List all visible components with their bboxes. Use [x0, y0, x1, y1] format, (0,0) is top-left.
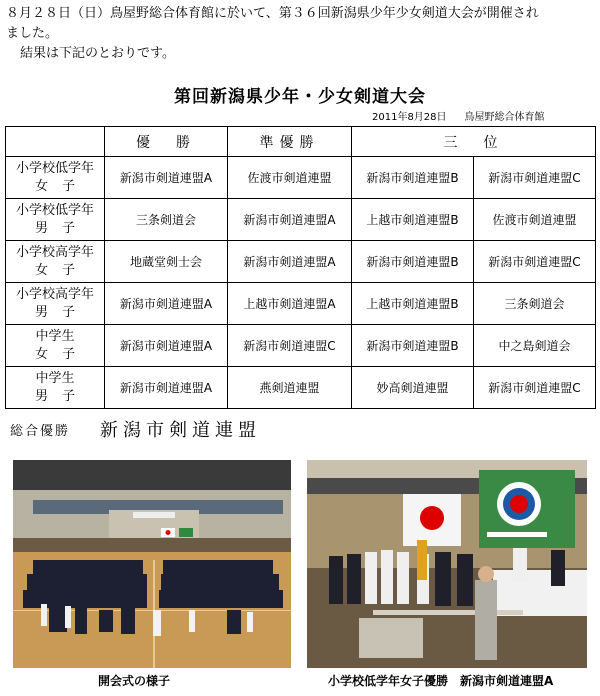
- date-venue-line: [372, 108, 545, 123]
- third-cell: 新潟市剣道連盟C: [474, 367, 596, 409]
- runner-up-cell: 燕剣道連盟: [228, 367, 352, 409]
- runner-up-cell: 新潟市剣道連盟C: [228, 325, 352, 367]
- third-cell: 中之島剣道会: [474, 325, 596, 367]
- intro-line-1: ８月２８日（日）鳥屋野総合体育館に於いて、第３６回新潟県少年少女剣道大会が開催され: [6, 6, 539, 21]
- intro-text: [6, 4, 596, 64]
- header-empty-cell: [6, 127, 105, 157]
- header-third: 三 位: [352, 127, 596, 157]
- third-cell: 妙高剣道連盟: [352, 367, 474, 409]
- table-row: [6, 241, 596, 283]
- winner-cell: 新潟市剣道連盟A: [105, 283, 228, 325]
- overall-champion: [10, 416, 261, 442]
- tournament-date: 2011年8月28日: [372, 112, 447, 123]
- opening-ceremony-photo: [13, 460, 291, 668]
- photo-caption-2-category: 小学校低学年女子優勝: [328, 674, 449, 688]
- third-cell: 新潟市剣道連盟B: [352, 241, 474, 283]
- intro-line-3: 結果は下記のとおりです。: [20, 46, 175, 61]
- overall-winner: 新潟市剣道連盟: [100, 420, 262, 441]
- third-cell: 新潟市剣道連盟B: [352, 157, 474, 199]
- winner-cell: 新潟市剣道連盟A: [105, 157, 228, 199]
- winner-cell: 三条剣道会: [105, 199, 228, 241]
- third-cell: 上越市剣道連盟B: [352, 283, 474, 325]
- header-runner-up: 準優勝: [228, 127, 352, 157]
- runner-up-cell: 上越市剣道連盟A: [228, 283, 352, 325]
- runner-up-cell: 新潟市剣道連盟A: [228, 241, 352, 283]
- category-cell: 中学生 男子: [6, 367, 105, 409]
- header-winner: 優 勝: [105, 127, 228, 157]
- photo-caption-1: 開会式の様子: [98, 674, 171, 688]
- category-cell: 小学校高学年 女子: [6, 241, 105, 283]
- table-row: [6, 367, 596, 409]
- category-cell: 小学校高学年 男子: [6, 283, 105, 325]
- third-cell: 新潟市剣道連盟B: [352, 325, 474, 367]
- tournament-title: 第回新潟県少年・少女剣道大会: [174, 87, 426, 107]
- winner-cell: 新潟市剣道連盟A: [105, 325, 228, 367]
- category-cell: 小学校低学年 女子: [6, 157, 105, 199]
- winner-cell: 地蔵堂剣士会: [105, 241, 228, 283]
- table-row: [6, 283, 596, 325]
- overall-label: 総合優勝: [10, 423, 71, 439]
- photo-caption-2-team: 新潟市剣道連盟A: [460, 674, 554, 688]
- runner-up-cell: 新潟市剣道連盟A: [228, 199, 352, 241]
- results-table: [5, 126, 596, 409]
- third-cell: 新潟市剣道連盟C: [474, 157, 596, 199]
- third-cell: 佐渡市剣道連盟: [474, 199, 596, 241]
- winner-cell: 新潟市剣道連盟A: [105, 367, 228, 409]
- table-header-row: [6, 127, 596, 157]
- photo-caption-2: [328, 672, 553, 689]
- table-row: [6, 199, 596, 241]
- third-cell: 新潟市剣道連盟C: [474, 241, 596, 283]
- category-cell: 中学生 女子: [6, 325, 105, 367]
- table-row: [6, 157, 596, 199]
- third-cell: 上越市剣道連盟B: [352, 199, 474, 241]
- table-row: [6, 325, 596, 367]
- category-cell: 小学校低学年 男子: [6, 199, 105, 241]
- runner-up-cell: 佐渡市剣道連盟: [228, 157, 352, 199]
- intro-line-2: ました。: [6, 26, 59, 41]
- award-ceremony-photo: [307, 460, 587, 668]
- tournament-venue: 鳥屋野総合体育館: [464, 112, 545, 123]
- third-cell: 三条剣道会: [474, 283, 596, 325]
